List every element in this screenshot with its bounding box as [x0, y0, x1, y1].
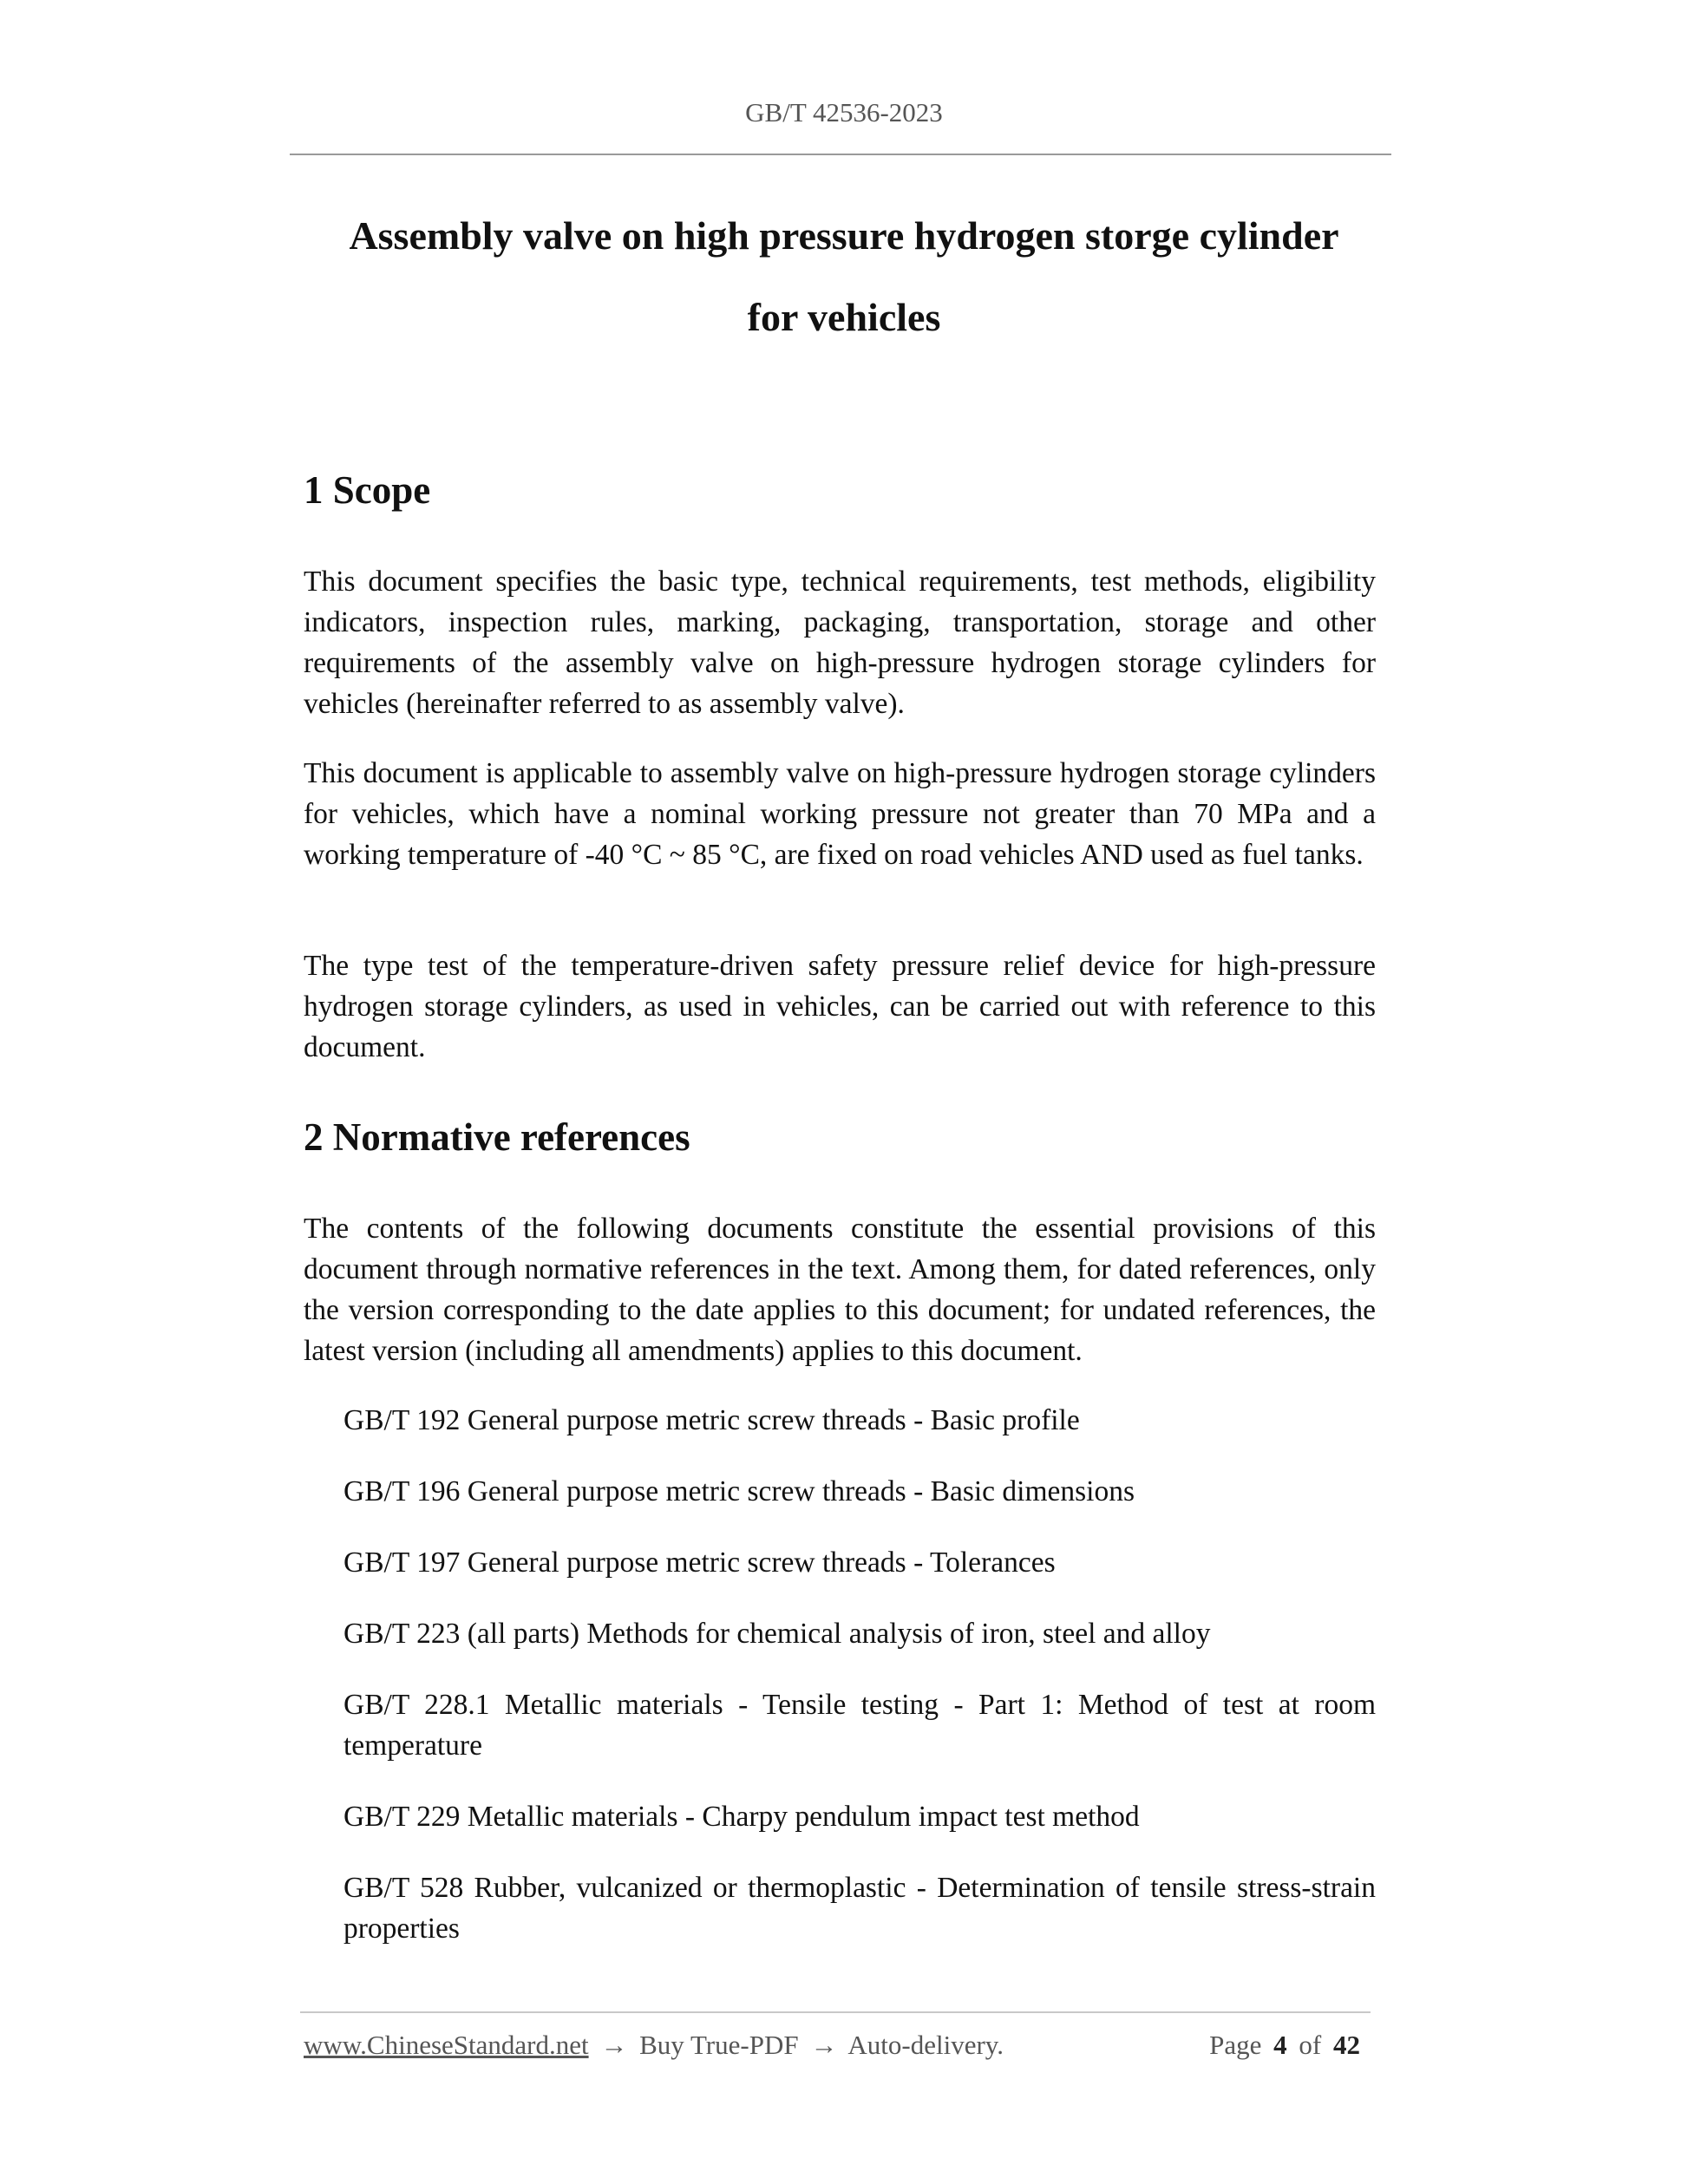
scope-paragraph-3: The type test of the temperature-driven safety pressure relief device for high-pressure hydrogen storage cylinders, as used in vehicles, can be carried out with reference to this document. [304, 950, 1376, 1063]
page-footer [304, 2030, 1371, 2068]
website-link[interactable]: www.ChineseStandard.net [304, 2030, 589, 2060]
title-line-2: for vehicles [747, 295, 941, 339]
reference-item: GB/T 528 Rubber, vulcanized or thermoplastic - Determination of tensile stress-strain properties [343, 1872, 1376, 1945]
page-indicator [1209, 2030, 1365, 2061]
header-doc-number: GB/T 42536-2023 [745, 97, 943, 128]
scope-paragraph-1: This document specifies the basic type, technical requirements, test methods, eligibility indicators, inspection rules, marking, packaging, transportation, storage and other requirements of the assembly valve on high-pressure hydrogen storage cylinders for vehicles (hereinafter referred to as assembly valve). [304, 566, 1376, 720]
reference-item: GB/T 223 (all parts) Methods for chemical analysis of iron, steel and alloy [343, 1618, 1211, 1650]
reference-item: GB/T 228.1 Metallic materials - Tensile testing - Part 1: Method of test at room temperature [343, 1689, 1376, 1762]
reference-item: GB/T 229 Metallic materials - Charpy pendulum impact test method [343, 1801, 1140, 1833]
section-heading-scope: 1 Scope [304, 468, 431, 512]
document-title [260, 195, 1428, 358]
arrow-right-icon: → [810, 2030, 838, 2060]
buy-pdf-text: Buy True-PDF [639, 2030, 799, 2060]
page-label: Page [1209, 2030, 1262, 2060]
normative-references-intro: The contents of the following documents constitute the essential provisions of this document through normative references in the text. Among them, for dated references, only the version corresponding to the date applies to this document; for undated references, the latest version (including all amendments) applies to this document. [304, 1213, 1376, 1367]
reference-item: GB/T 192 General purpose metric screw threads - Basic profile [343, 1404, 1080, 1436]
section-heading-normative-references: 2 Normative references [304, 1115, 690, 1159]
title-line-1: Assembly valve on high pressure hydrogen storge cylinder [349, 213, 1339, 258]
page-of-label: of [1299, 2030, 1322, 2060]
page-current: 4 [1273, 2030, 1287, 2060]
reference-item: GB/T 196 General purpose metric screw threads - Basic dimensions [343, 1475, 1135, 1507]
arrow-right-icon: → [600, 2030, 628, 2060]
scope-paragraph-2: This document is applicable to assembly valve on high-pressure hydrogen storage cylinders for vehicles, which have a nominal working pressure not greater than 70 MPa and a working temperature of -40 °C ~ 85 °C, are fixed on road vehicles AND used as fuel tanks. [304, 757, 1376, 871]
auto-delivery-text: Auto-delivery. [847, 2030, 1004, 2060]
page-total: 42 [1333, 2030, 1360, 2060]
footer-divider [300, 2011, 1371, 2013]
header-divider [290, 154, 1391, 155]
reference-item: GB/T 197 General purpose metric screw threads - Tolerances [343, 1546, 1056, 1579]
